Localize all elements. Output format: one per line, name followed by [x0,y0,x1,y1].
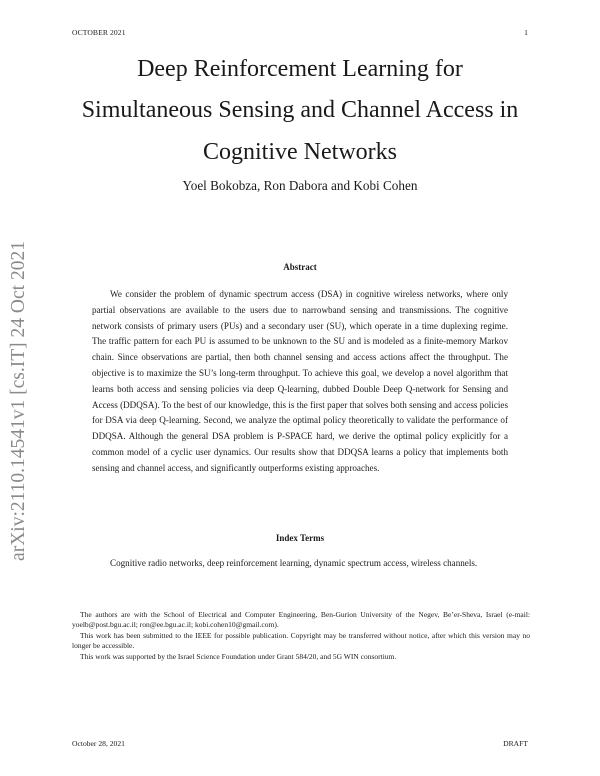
abstract-body: We consider the problem of dynamic spectrum access (DSA) in cognitive wireless networks, where only partial observations are available to the users due to narrowband sensing and transmissions. The cognitive network consists of primary users (PUs) and a secondary user (SU), which operate in a time duplexing regime. The traffic pattern for each PU is assumed to be unknown to the SU and is modeled as a finite-memory Markov chain. Since observations are partial, then both channel sensing and access actions affect the throughput. The objective is to maximize the SU’s long-term throughput. To achieve this goal, we develop a novel algorithm that learns both access and sensing policies via deep Q-learning, dubbed Double Deep Q-network for Sensing and Access (DDQSA). To the best of our knowledge, this is the first paper that solves both sensing and access policies for DSA via deep Q-learning. Second, we analyze the optimal policy theoretically to validate the performance of DDQSA. Although the general DSA problem is P-SPACE hard, we derive the optimal policy explicitly for a common model of a cyclic user dynamics. Our results show that DDQSA learns a policy that implements both sensing and channel access, and significantly outperforms existing approaches. [92,289,508,473]
index-terms-body: Cognitive radio networks, deep reinforcement learning, dynamic spectrum access, wireless channels. [110,558,478,568]
footer-date: October 28, 2021 [72,739,125,748]
footnotes [72,610,530,662]
running-header-date: OCTOBER 2021 [72,28,126,37]
arxiv-identifier-stamp: arXiv:2110.14541v1 [cs.IT] 24 Oct 2021 [8,241,29,561]
paper-title-line-1: Deep Reinforcement Learning for [137,56,463,82]
index-terms-heading: Index Terms [275,533,325,543]
footnote-affiliation: The authors are with the School of Electrical and Computer Engineering, Ben-Gurion University of the Negev, Be’er-Sheva, Israel (e-mail: yoelb@post.bgu.ac.il; ron@ee.bgu.ac.il; kobi.cohen10@gmail.com). [72,610,530,630]
author-list: Yoel Bokobza, Ron Dabora and Kobi Cohen [182,178,418,193]
footer-draft-label: DRAFT [503,739,528,748]
abstract-heading: Abstract [283,262,317,272]
footnote-submission: This work has been submitted to the IEEE for possible publication. Copyright may be transferred without notice, after which this version may no longer be accessible. [72,630,530,651]
paper-title-line-3: Cognitive Networks [203,139,397,165]
paper-title-line-2: Simultaneous Sensing and Channel Access in [81,97,519,123]
footnote-funding: This work was supported by the Israel Science Foundation under Grant 584/20, and 5G WIN consortium. [80,651,397,661]
running-header-page-number: 1 [524,28,528,37]
